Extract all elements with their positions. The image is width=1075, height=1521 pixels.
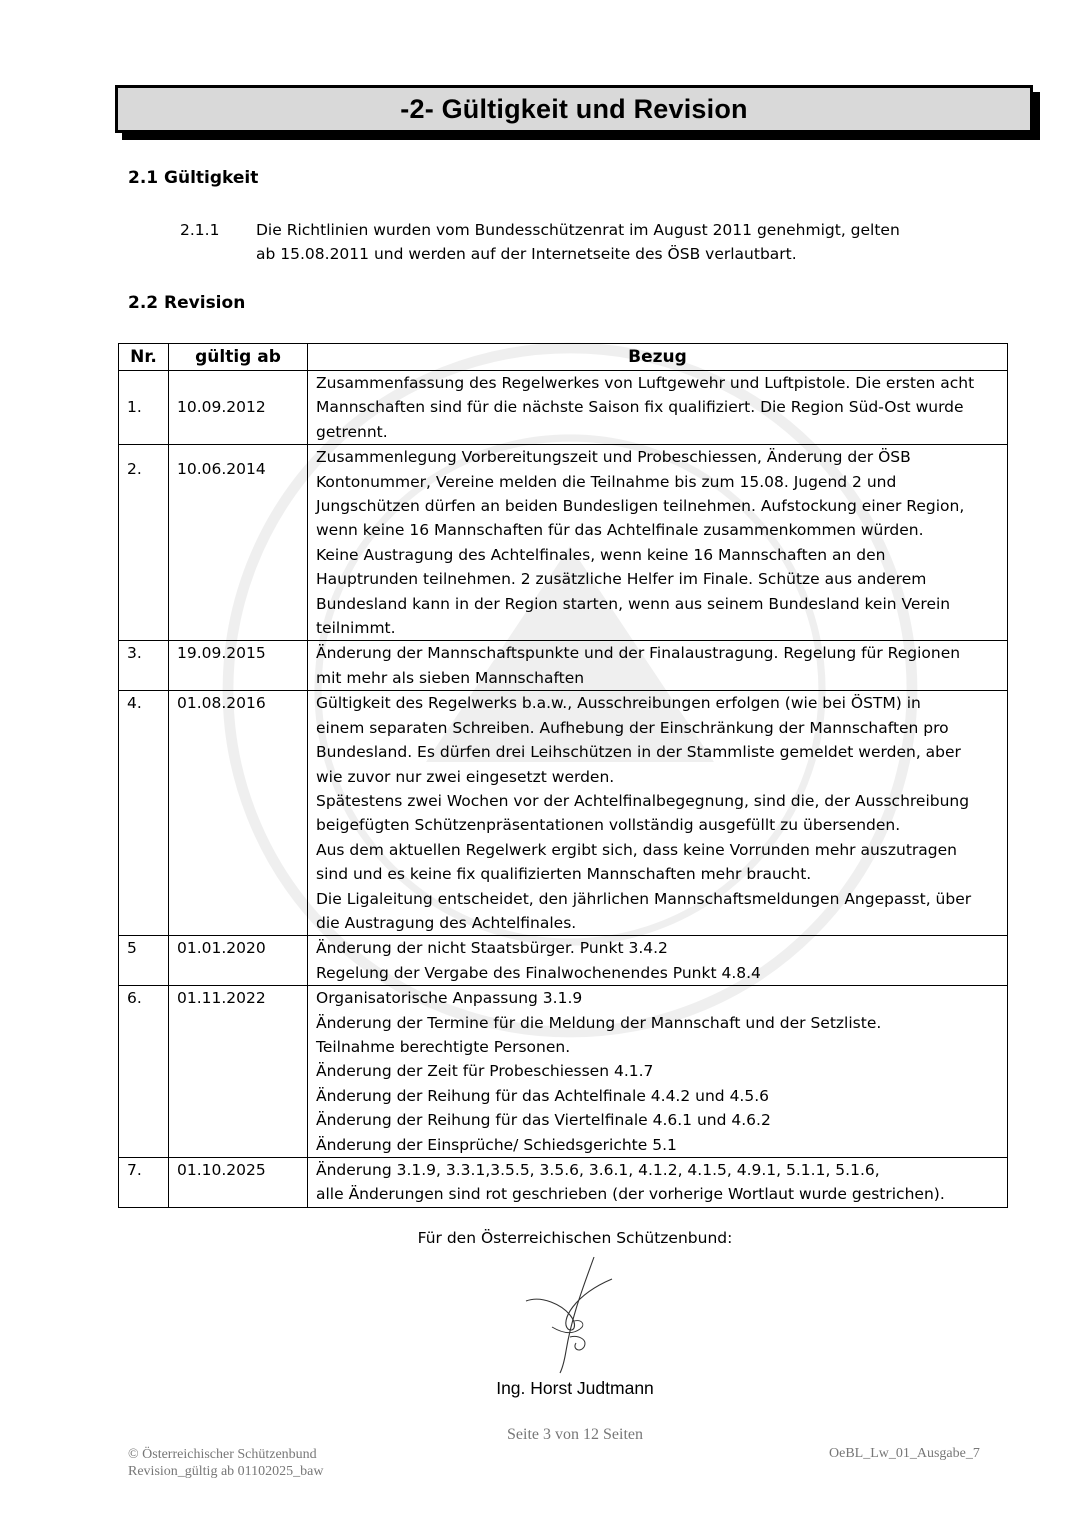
reference-line: Die Ligaleitung entscheidet, den jährlichen Mannschaftsmeldungen Angepasst, über [316, 889, 972, 908]
row-reference [308, 641, 1008, 691]
reference-line: Aus dem aktuellen Regelwerk ergibt sich, dass keine Vorrunden mehr auszutragen [316, 840, 957, 859]
reference-line: Organisatorische Anpassung 3.1.9 [316, 989, 583, 1008]
reference-line: Gültigkeit des Regelwerks b.a.w., Ausschreibungen erfolgen (wie bei ÖSTM) in [316, 694, 921, 713]
paragraph-line: Die Richtlinien wurden vom Bundesschützenrat im August 2011 genehmigt, gelten [256, 221, 900, 239]
signature-intro: Für den Österreichischen Schützenbund: [417, 1229, 733, 1247]
reference-line: Änderung der nicht Staatsbürger. Punkt 3.4.2 [316, 939, 668, 958]
reference-line: Keine Austragung des Achtelfinales, wenn keine 16 Mannschaften an den [316, 545, 886, 564]
row-reference [308, 691, 1008, 936]
row-date: 01.01.2020 [169, 936, 308, 986]
reference-line: Zusammenlegung Vorbereitungszeit und Probeschiessen, Änderung der ÖSB [316, 448, 911, 467]
reference-line: Regelung der Vergabe des Finalwochenendes Punkt 4.8.4 [316, 963, 761, 982]
table-row [119, 986, 1008, 1158]
reference-line: wenn keine 16 Mannschaften für das Achtelfinale zusammenkommen würden. [316, 521, 924, 540]
row-reference [308, 445, 1008, 641]
row-date: 10.06.2014 [169, 445, 308, 641]
row-reference [308, 371, 1008, 445]
table-header-row [119, 344, 1008, 371]
row-number: 6. [119, 986, 169, 1158]
validity-paragraph [180, 218, 960, 266]
reference-line: Mannschaften sind für die nächste Saison fix qualifiziert. Die Region Süd-Ost wurde [316, 398, 964, 417]
reference-line: Änderung der Zeit für Probeschiessen 4.1.7 [316, 1062, 654, 1081]
paragraph-text [256, 218, 900, 266]
row-date: 01.10.2025 [169, 1158, 308, 1208]
reference-line: Kontonummer, Vereine melden die Teilnahme bis zum 15.08. Jugend 2 und [316, 472, 897, 491]
row-number: 4. [119, 691, 169, 936]
page-number: Seite 3 von 12 Seiten [507, 1426, 643, 1443]
row-reference [308, 986, 1008, 1158]
section-heading-revision: 2.2 Revision [128, 293, 246, 313]
paragraph-number: 2.1.1 [180, 221, 220, 239]
section-heading-validity: 2.1 Gültigkeit [128, 168, 259, 188]
reference-line: sind und es keine fix qualifizierten Mannschaften mehr braucht. [316, 865, 812, 884]
table-row [119, 936, 1008, 986]
revision-table [118, 343, 1008, 1208]
reference-line: einem separaten Schreiben. Aufhebung der Einschränkung der Mannschaften pro [316, 718, 949, 737]
reference-line: wie zuvor nur zwei eingesetzt werden. [316, 767, 615, 786]
handwritten-signature-icon [522, 1255, 622, 1375]
reference-line: Hauptrunden teilnehmen. 2 zusätzliche Helfer im Finale. Schütze aus anderem [316, 570, 927, 589]
reference-line: teilnimmt. [316, 619, 396, 638]
row-number: 2. [119, 445, 169, 641]
reference-line: Änderung 3.1.9, 3.3.1,3.5.5, 3.5.6, 3.6.1, 4.1.2, 4.1.5, 4.9.1, 5.1.1, 5.1.6, [316, 1161, 880, 1179]
reference-line: Teilnahme berechtigte Personen. [316, 1037, 571, 1056]
reference-line: Bundesland kann in der Region starten, wenn aus seinem Bundesland kein Verein [316, 594, 951, 613]
reference-line: beigefügten Schützenpräsentationen vollständig ausgefüllt zu übersenden. [316, 816, 901, 835]
reference-line: alle Änderungen sind rot geschrieben (der vorherige Wortlaut wurde gestrichen). [316, 1185, 945, 1204]
table-row [119, 371, 1008, 445]
reference-line: Änderung der Mannschaftspunkte und der Finalaustragung. Regelung für Regionen [316, 644, 961, 663]
row-date: 01.11.2022 [169, 986, 308, 1158]
reference-line: Spätestens zwei Wochen vor der Achtelfinalbegegnung, sind die, der Ausschreibung [316, 791, 970, 810]
column-header-valid-from: gültig ab [169, 344, 308, 371]
reference-line: Änderung der Reihung für das Viertelfinale 4.6.1 und 4.6.2 [316, 1111, 771, 1130]
row-date: 01.08.2016 [169, 691, 308, 936]
row-reference [308, 1158, 1008, 1208]
reference-line: die Austragung des Achtelfinales. [316, 913, 577, 932]
page-title-box [115, 85, 1033, 133]
table-row [119, 641, 1008, 691]
row-reference [308, 936, 1008, 986]
row-number: 5 [119, 936, 169, 986]
reference-line: mit mehr als sieben Mannschaften [316, 668, 585, 687]
row-number: 7. [119, 1158, 169, 1208]
column-header-reference: Bezug [308, 344, 1008, 371]
table-row [119, 691, 1008, 936]
signer-name: Ing. Horst Judtmann [496, 1378, 654, 1398]
paragraph-line: ab 15.08.2011 und werden auf der Internetseite des ÖSB verlautbart. [256, 245, 797, 263]
column-header-nr: Nr. [119, 344, 169, 371]
reference-line: Änderung der Einsprüche/ Schiedsgerichte 5.1 [316, 1135, 677, 1154]
row-date: 19.09.2015 [169, 641, 308, 691]
row-date: 10.09.2012 [169, 371, 308, 445]
reference-line: Bundesland. Es dürfen drei Leihschützen in der Stammliste gemeldet werden, aber [316, 743, 961, 762]
page-title: -2- Gültigkeit und Revision [400, 93, 748, 124]
footer-revision: Revision_gültig ab 01102025_baw [128, 1464, 324, 1479]
footer-copyright: © Österreichischer Schützenbund [128, 1447, 317, 1462]
reference-line: Jungschützen dürfen an beiden Bundesligen teilnehmen. Aufstockung einer Region, [316, 497, 965, 516]
reference-line: Änderung der Termine für die Meldung der Mannschaft und der Setzliste. [316, 1013, 882, 1032]
row-number: 1. [119, 371, 169, 445]
reference-line: Zusammenfassung des Regelwerkes von Luftgewehr und Luftpistole. Die ersten acht [316, 374, 975, 392]
reference-line: Änderung der Reihung für das Achtelfinale 4.4.2 und 4.5.6 [316, 1086, 770, 1105]
reference-line: getrennt. [316, 422, 388, 441]
footer-left [128, 1446, 323, 1480]
table-row [119, 445, 1008, 641]
footer-document-id: OeBL_Lw_01_Ausgabe_7 [829, 1446, 980, 1461]
table-row [119, 1158, 1008, 1208]
row-number: 3. [119, 641, 169, 691]
